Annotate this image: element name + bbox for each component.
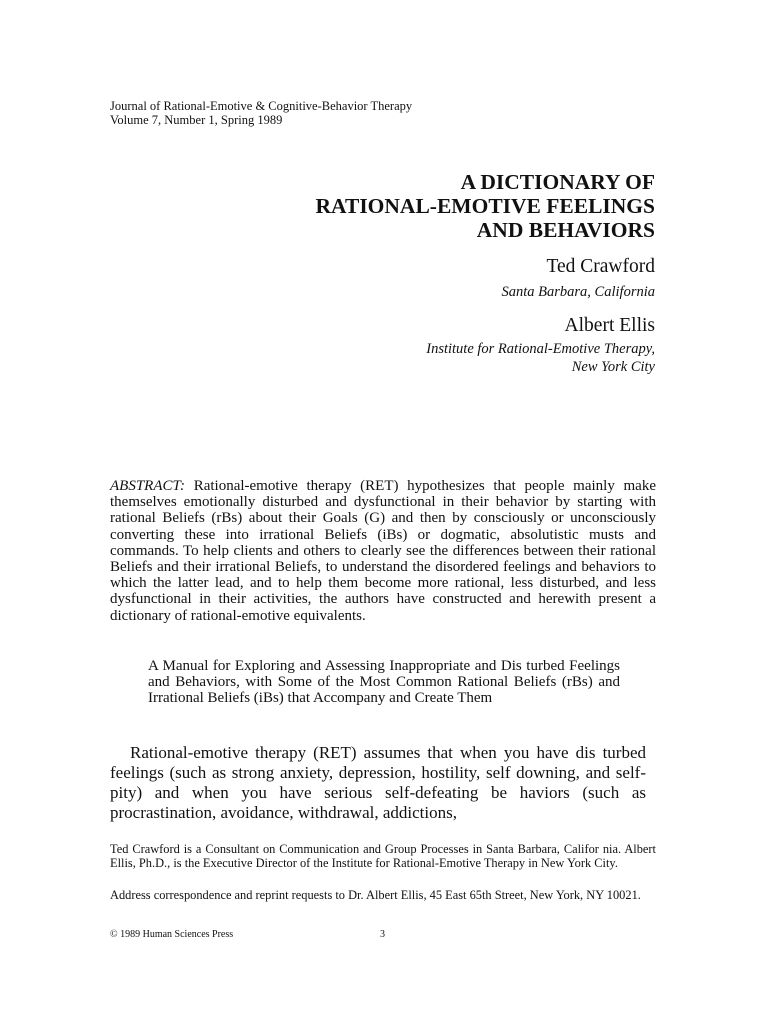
affiliation-line: Santa Barbara, California: [501, 284, 655, 300]
abstract-label: ABSTRACT:: [110, 478, 186, 494]
author-affiliation: [426, 340, 655, 376]
journal-volume: Volume 7, Number 1, Spring 1989: [110, 113, 283, 127]
correspondence-footnote: Address correspondence and reprint requests to Dr. Albert Ellis, 45 East 65th Street, New York, NY 10021.: [110, 888, 641, 902]
abstract-text: Rational-emotive therapy (RET) hypothesizes that people mainly make themselves emotionally disturbed and dysfunctional in their behavior by starting with rational Beliefs (rBs) about their Goals (G) and then by consciously or unconsciously converting these into irrational Beliefs (iBs) or dogmatic, absolutistic musts and commands. To help clients and others to clearly see the differences between their rational Beliefs and their irrational Beliefs, to understand the disordered feelings and behaviors to which the latter lead, and to help them become more rational, less disturbed, and less dysfunctional in their activities, the authors have constructed and herewith present a dictionary of rational-emotive equivalents.: [110, 478, 656, 624]
title-line-2: RATIONAL-EMOTIVE FEELINGS: [315, 194, 655, 218]
journal-name: Journal of Rational-Emotive & Cognitive-Behavior Therapy: [110, 99, 413, 113]
abstract: [110, 478, 656, 624]
page-number: 3: [380, 929, 385, 940]
author-name: Albert Ellis: [564, 315, 655, 336]
body-text: Rational-emotive therapy (RET) assumes that when you have dis turbed feelings (such as strong anxiety, depression, hostility, self downing, and self-pity) and when you have serious self-defeating be haviors (such as procrastination, avoidance, withdrawal, addictions,: [110, 743, 646, 822]
title-line-3: AND BEHAVIORS: [476, 218, 655, 242]
author-name: Ted Crawford: [546, 256, 655, 277]
article-title: [155, 170, 655, 242]
author-affiliation: [502, 283, 655, 301]
affiliation-line: Institute for Rational-Emotive Therapy,: [426, 341, 655, 357]
copyright-notice: © 1989 Human Sciences Press: [110, 929, 234, 940]
body-paragraph: [110, 743, 646, 823]
author-footnote: Ted Crawford is a Consultant on Communication and Group Processes in Santa Barbara, Califor nia. Albert Ellis, Ph.D., is the Executive Director of the Institute for Rational-Emotive Therapy in New York City.: [110, 842, 656, 870]
journal-header: [110, 99, 510, 127]
title-line-1: A DICTIONARY OF: [460, 170, 655, 194]
article-subtitle: A Manual for Exploring and Assessing Inappropriate and Dis turbed Feelings and Behaviors, with Some of the Most Common Rational Beliefs (rBs) and Irrational Beliefs (iBs) that Accompany and Create Them: [148, 658, 620, 707]
affiliation-line: New York City: [571, 359, 655, 375]
